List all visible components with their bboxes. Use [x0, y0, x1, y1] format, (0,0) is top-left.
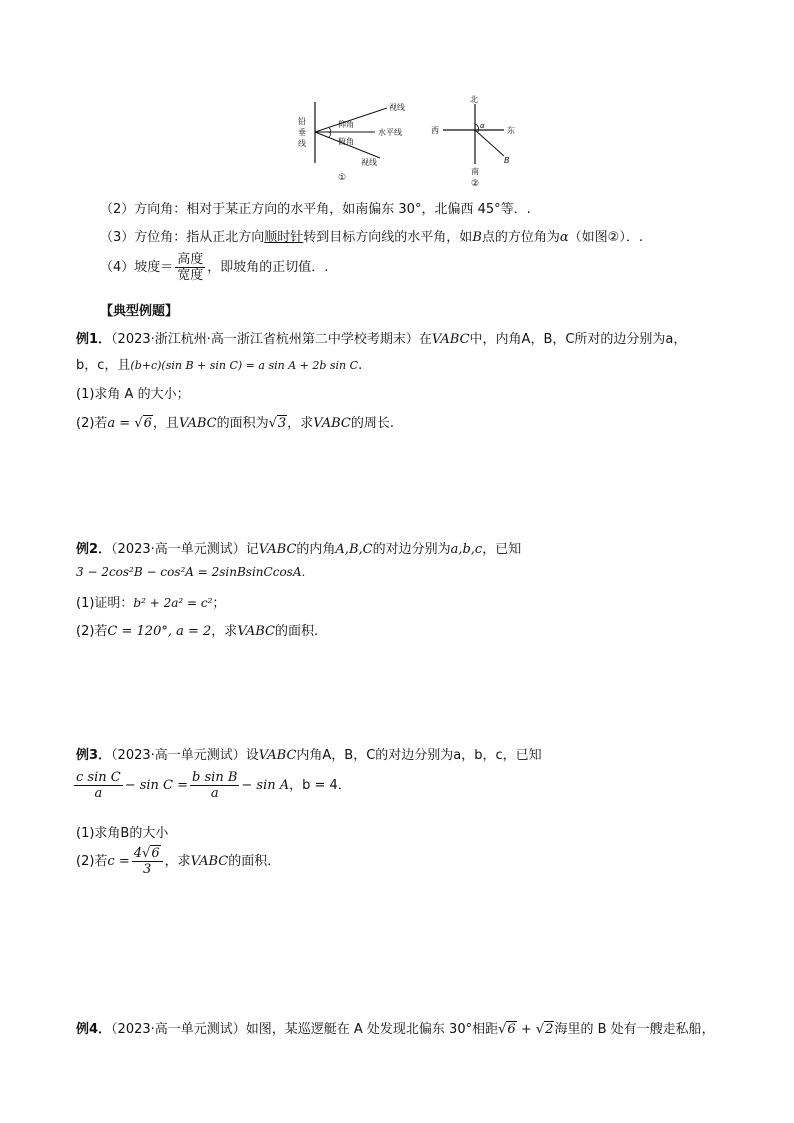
sqrt-sign-5: √ — [535, 1022, 545, 1037]
ex3-q2-b: ，求 — [164, 854, 191, 869]
ex2-q1 — [76, 592, 225, 611]
section-heading: 【典型例题】 — [100, 304, 179, 319]
ex3-q2-den: 3 — [143, 862, 152, 877]
ex2-q1-a: (1)证明： — [76, 596, 134, 611]
plumb-label-2: 垂 — [298, 128, 306, 137]
plumb-label-3: 线 — [298, 139, 306, 148]
ex3-line1 — [76, 744, 542, 763]
ex2-q2 — [76, 620, 318, 639]
ex3-q2-d: 的面积． — [228, 854, 281, 869]
north-label: 北 — [470, 95, 478, 104]
ex3-tail: ，b = 4． — [289, 778, 351, 793]
ex3-mid1: − sin C = — [124, 778, 189, 793]
ex4-text-a: （2023·高一单元测试）如图，某巡逻艇在 A 处发现北偏东 30°相距 — [111, 1022, 499, 1037]
ex1-line1-rest: 中，内角A，B，C所对的边分别为a， — [469, 332, 687, 347]
item-direction-angle — [100, 198, 531, 217]
ex3-q2-triangle: VABC — [190, 854, 229, 869]
ray-to-b — [475, 130, 504, 156]
ex1-q2-b: ，且 — [152, 416, 179, 431]
ex3-q2-fraction — [132, 846, 163, 877]
west-label: 西 — [431, 126, 439, 135]
figure1-caption: ① — [338, 173, 347, 183]
ex1-q2-radicand: 6 — [143, 416, 152, 431]
item3-underlined: 顺时针 — [264, 230, 304, 245]
ex3-q1: (1)求角B的大小 — [76, 826, 169, 841]
ex3-q2-a: (2)若 — [76, 854, 108, 869]
horizontal-label: 水平线 — [378, 128, 402, 137]
ex3-source: （2023·高一单元测试）设 — [111, 748, 259, 763]
ex1-q2-d: ，求 — [287, 416, 314, 431]
ex2-angles: A,B,C — [335, 542, 373, 557]
sqrt-sign-2: √ — [268, 416, 277, 431]
item4-text-b: ，即坡角的正切值．. — [207, 260, 329, 275]
ex1-line2 — [76, 354, 362, 373]
ex3-mid2: − sin A — [241, 778, 290, 793]
ex3-f1-num: c sin C — [76, 770, 121, 785]
ex4-radicand-2: 2 — [545, 1022, 554, 1037]
ex1-q2 — [76, 412, 394, 431]
sight-label-bottom: 视线 — [361, 158, 377, 167]
ex1-q2-radicand-2: 3 — [277, 416, 287, 431]
item3-text-c: 点的方位角为 — [481, 230, 560, 245]
east-label: 东 — [507, 126, 515, 135]
ex3-fraction-2 — [190, 770, 239, 801]
ex3-q2 — [76, 846, 280, 877]
b-label: B — [504, 156, 510, 165]
ex1-equation: (b+c)(sin B + sin C) = a sin A + 2b sin C — [130, 359, 359, 372]
sqrt-sign-3: √ — [142, 846, 151, 861]
item3-text-d: （如图②）．. — [568, 230, 643, 245]
figure2-caption: ② — [471, 179, 480, 189]
ex1-source: （2023·浙江杭州·高一浙江省杭州第二中学校考期末）在 — [111, 332, 432, 347]
slope-numerator: 高度 — [177, 252, 204, 267]
alpha-label: α — [480, 122, 485, 130]
ex2-sides: a,b,c — [450, 542, 483, 557]
item3-text-a: （3）方位角：指从正北方向 — [100, 230, 265, 245]
ex2-q2-b: ，求 — [211, 624, 238, 639]
ex4-line1 — [76, 1018, 715, 1037]
ex3-label: 例3． — [76, 748, 112, 763]
figure-direction-azimuth — [428, 92, 528, 192]
item2-text: （2）方向角：相对于某正方向的水平角，如南偏东 30°，北偏西 45°等．. — [100, 202, 531, 217]
ex1-q2-triangle-2: VABC — [313, 416, 351, 431]
item3-alpha: α — [559, 230, 569, 245]
ex2-q2-c: 的面积. — [274, 624, 319, 639]
ex4-text-b: 海里的 B 处有一艘走私船， — [554, 1022, 715, 1037]
ex2-line1-b: 的对边分别为 — [372, 542, 451, 557]
ex1-q2-e: 的周长. — [350, 416, 394, 431]
ex1-triangle: VABC — [431, 332, 470, 347]
ex2-line1-c: ，已知 — [482, 542, 522, 557]
ex3-fraction-1 — [74, 770, 123, 801]
elevation-label: 仰角 — [338, 120, 354, 129]
ex2-q1-b: ； — [212, 596, 226, 611]
ex1-label: 例1． — [76, 332, 112, 347]
slope-denominator: 宽度 — [177, 268, 204, 283]
ex1-line1 — [76, 328, 686, 347]
ex1-line2-a: b，c，且 — [76, 358, 131, 373]
ex3-q2-c: c = — [107, 854, 130, 869]
ex3-f2-num: b sin B — [192, 770, 238, 785]
ex3-equation — [72, 770, 351, 801]
depression-label: 俯角 — [338, 137, 354, 146]
ex3-line1-rest: 内角A，B，C的对边分别为a，b，c，已知 — [296, 748, 542, 763]
ex1-q2-a: (2)若 — [76, 416, 108, 431]
sqrt-sign: √ — [134, 416, 143, 431]
ex2-q1-eq: b² + 2a² = c² — [133, 596, 213, 610]
sqrt-sign-4: √ — [498, 1022, 507, 1037]
ex1-line2-end: . — [358, 358, 363, 373]
item3-point-b: B — [472, 230, 482, 245]
item-slope — [100, 252, 328, 283]
south-label: 南 — [471, 167, 479, 176]
ex2-source: （2023·高一单元测试）记 — [111, 542, 259, 557]
slope-fraction — [175, 252, 205, 283]
ex4-plus: + — [516, 1022, 536, 1037]
ex3-f1-den: a — [94, 786, 103, 801]
ex3-triangle: VABC — [258, 748, 297, 763]
ex3-f2-den: a — [210, 786, 219, 801]
ex3-q2-radicand: 6 — [151, 846, 160, 861]
ex1-q2-c: 的面积为 — [216, 416, 269, 431]
ex2-line1 — [76, 538, 521, 557]
ex2-triangle: VABC — [258, 542, 297, 557]
ex2-q2-a: (2)若 — [76, 624, 108, 639]
ex2-q2-triangle: VABC — [237, 624, 275, 639]
ex2-equation: 3 − 2cos²B − cos²A = 2sinBsinCcosA. — [76, 565, 306, 579]
ex1-q1: (1)求角 A 的大小； — [76, 387, 190, 402]
ex3-q2-num-coef: 4 — [133, 846, 143, 861]
ex4-label: 例4． — [76, 1022, 112, 1037]
item-azimuth — [100, 226, 643, 245]
item3-text-b: 转到目标方向线的水平角，如 — [303, 230, 473, 245]
ex2-label: 例2． — [76, 542, 112, 557]
ex2-line1-rest: 的内角 — [296, 542, 336, 557]
ex1-q2-triangle: VABC — [178, 416, 217, 431]
sight-label-top: 视线 — [389, 103, 405, 112]
ex2-q2-eq: C = 120°, a = 2 — [107, 624, 212, 639]
figure-elevation-depression — [295, 98, 425, 188]
ex1-q2-eq-lhs: a = — [107, 416, 135, 431]
ex4-radicand-1: 6 — [507, 1022, 516, 1037]
item4-text-a: （4）坡度＝ — [100, 260, 174, 275]
plumb-label-1: 铅 — [298, 117, 306, 126]
